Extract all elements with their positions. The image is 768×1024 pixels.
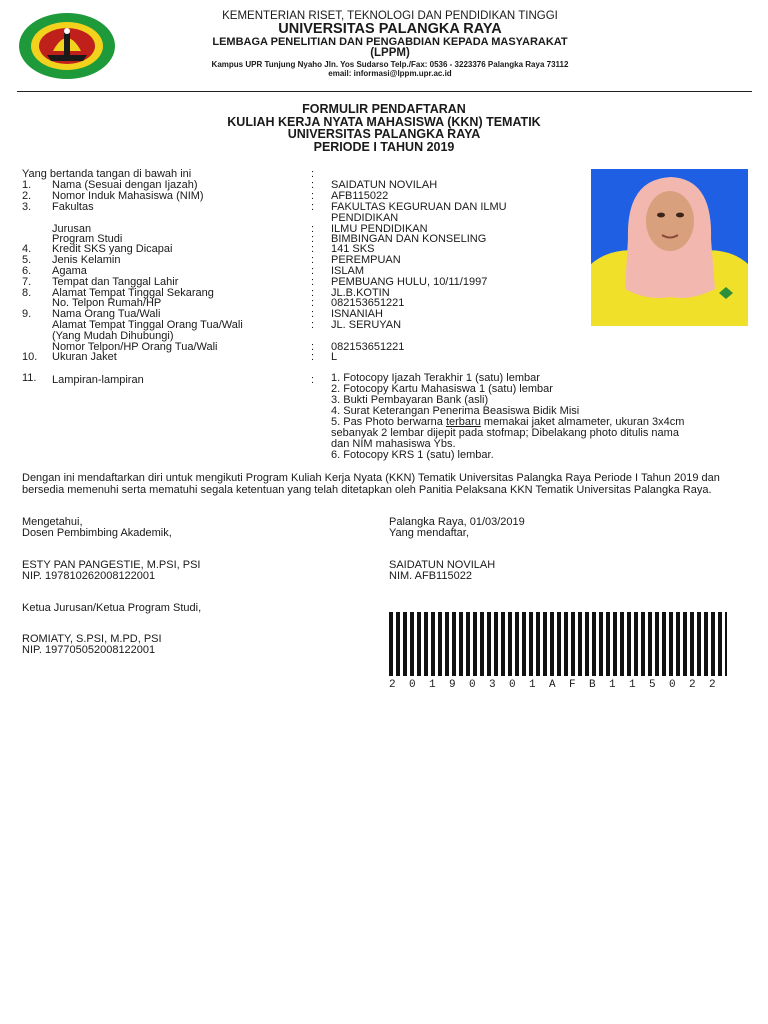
barcode-bar [676,612,680,676]
colon: : [311,308,315,320]
colon: : [311,233,315,245]
barcode-bar [634,612,638,676]
field-label-gender: Jenis Kelamin [52,254,121,266]
colon: : [311,287,315,299]
attachment-photo-emphasis: terbaru [445,416,481,428]
colon: : [311,223,315,235]
barcode-bar [627,612,631,676]
attachment-item: 6. Fotocopy KRS 1 (satu) lembar. [331,449,494,461]
field-label-jacket: Ukuran Jaket [52,351,117,363]
advisor-nip: NIP. 197810262008122001 [22,570,156,582]
field-value-faculty: FAKULTAS KEGURUAN DAN ILMU [331,201,507,213]
field-label-nim: Nomor Induk Mahasiswa (NIM) [52,190,204,202]
row-number: 11. [22,372,37,384]
barcode-bar [508,612,512,676]
field-value-nim: AFB115022 [331,190,389,202]
barcode-bar [725,612,727,676]
attachment-photo-text-cont: memakai jaket almameter, ukuran 3x4cm [480,416,685,428]
barcode-bar [417,612,421,676]
field-value-gender: PEREMPUAN [331,254,401,266]
colon: : [311,341,315,353]
head-name: ROMIATY, S.PSI, M.PD, PSI [22,633,162,645]
barcode-bar [592,612,596,676]
title-line-3: UNIVERSITAS PALANGKA RAYA [287,127,481,142]
row-number: 2. [22,190,32,202]
barcode-text: 2 0 1 9 0 3 0 1 A F B 1 1 5 0 2 2 [389,679,720,691]
field-label-parent-phone: Nomor Telpon/HP Orang Tua/Wali [52,341,218,353]
barcode-bar [536,612,540,676]
barcode-bar [480,612,484,676]
field-value-address: JL.B.KOTIN [331,287,390,299]
head-nip: NIP. 197705052008122001 [22,644,156,656]
row-number: 8. [22,287,32,299]
barcode-bars [389,612,727,676]
barcode-bar [452,612,456,676]
barcode-bar [410,612,414,676]
row-number: 4. [22,243,32,255]
barcode-bar [669,612,673,676]
barcode-bar [585,612,589,676]
colon: : [311,319,315,331]
field-label-phone: No. Telpon Rumah/HP [52,297,162,309]
field-label-name: Nama (Sesuai dengan Ijazah) [52,179,198,191]
row-number: 6. [22,265,32,277]
title-line-2: KULIAH KERJA NYATA MAHASISWA (KKN) TEMATIK [227,114,541,129]
form-title [0,103,768,153]
row-number: 10. [22,351,38,363]
title-line-1: FORMULIR PENDAFTARAN [302,102,466,116]
colon: : [311,243,315,255]
barcode-bar [466,612,470,676]
institute-address: Kampus UPR Tunjung Nyaho Jln. Yos Sudarso Telp./Fax: 0536 - 3223376 Palangka Raya 73112 [211,60,569,69]
advisor-name: ESTY PAN PANGESTIE, M.PSI, PSI [22,559,201,571]
field-label-department: Jurusan [52,223,92,235]
attachment-item: 2. Fotocopy Kartu Mahasiswa 1 (satu) lembar [331,383,553,395]
barcode-bar [648,612,652,676]
field-label-religion: Agama [52,265,87,277]
barcode-bar [543,612,547,676]
barcode-bar [697,612,701,676]
field-label-birth: Tempat dan Tanggal Lahir [52,276,179,288]
barcode-bar [599,612,603,676]
field-value-jacket: L [331,351,338,363]
row-number: 1. [22,179,32,191]
attachment-item: 4. Surat Keterangan Penerima Beasiswa Bidik Misi [331,405,580,417]
barcode-bar [550,612,554,676]
field-label-parent: Nama Orang Tua/Wali [52,308,161,320]
barcode-bar [578,612,582,676]
row-number: 5. [22,254,32,266]
place-date: Palangka Raya, 01/03/2019 [389,516,525,528]
barcode-bar [564,612,568,676]
barcode-bar [571,612,575,676]
attachment-item: 1. Fotocopy Ijazah Terakhir 1 (satu) lembar [331,372,540,384]
barcode-bar [704,612,708,676]
registrant-label: Yang mendaftar, [389,527,469,539]
barcode-bar [620,612,624,676]
field-value-faculty-cont: PENDIDIKAN [331,212,399,224]
field-value-parent: ISNANIAH [331,308,383,320]
row-number: 3. [22,201,32,213]
university-logo [17,11,117,81]
field-value-credits: 141 SKS [331,243,375,255]
barcode-bar [690,612,694,676]
barcode-bar [718,612,722,676]
field-label-faculty: Fakultas [52,201,94,213]
barcode-bar [403,612,407,676]
field-value-birth: PEMBUANG HULU, 10/11/1997 [331,276,488,288]
barcode [389,612,727,690]
colon: : [311,168,315,180]
acknowledged-label: Mengetahui, [22,516,83,528]
ministry-name: KEMENTERIAN RISET, TEKNOLOGI DAN PENDIDIKAN TINGGI [222,10,558,22]
header-divider [17,91,752,92]
barcode-bar [424,612,428,676]
colon: : [311,254,315,266]
field-value-phone: 082153651221 [331,297,405,309]
field-value-department: ILMU PENDIDIKAN [331,223,428,235]
barcode-bar [606,612,610,676]
barcode-bar [557,612,561,676]
field-value-parent-phone: 082153651221 [331,341,405,353]
barcode-bar [683,612,687,676]
row-number: 7. [22,276,32,288]
field-value-parent-address: JL. SERUYAN [331,319,402,331]
field-label-parent-address: Alamat Tempat Tinggal Orang Tua/Wali [52,319,243,331]
colon: : [311,374,315,386]
field-label-attachments: Lampiran-lampiran [52,374,144,386]
barcode-bar [655,612,659,676]
title-line-4: PERIODE I TAHUN 2019 [313,139,455,154]
barcode-bar [515,612,519,676]
head-title: Ketua Jurusan/Ketua Program Studi, [22,602,202,614]
attachment-item-photo-line3: dan NIM mahasiswa Ybs. [331,438,456,450]
student-name: SAIDATUN NOVILAH [389,559,496,571]
student-photo [591,169,748,326]
field-label-address: Alamat Tempat Tinggal Sekarang [52,287,214,299]
university-name: UNIVERSITAS PALANGKA RAYA [278,21,502,37]
barcode-bar [501,612,505,676]
field-label-parent-address-note: (Yang Mudah Dihubungi) [52,330,174,342]
colon: : [311,201,315,213]
barcode-bar [529,612,533,676]
institute-abbrev: (LPPM) [370,47,410,59]
barcode-bar [522,612,526,676]
barcode-bar [662,612,666,676]
barcode-bar [711,612,715,676]
barcode-bar [431,612,435,676]
barcode-bar [641,612,645,676]
field-value-program: BIMBINGAN DAN KONSELING [331,233,487,245]
form-intro: Yang bertanda tangan di bawah ini [22,168,192,180]
colon: : [311,190,315,202]
colon: : [311,179,315,191]
attachment-item-photo-line2: sebanyak 2 lembar dijepit pada stofmap; Dibelakang photo ditulis nama [331,427,679,439]
field-value-name: SAIDATUN NOVILAH [331,179,438,191]
colon: : [311,276,315,288]
field-label-credits: Kredit SKS yang Dicapai [52,243,173,255]
barcode-bar [389,612,393,676]
colon: : [311,265,315,277]
barcode-bar [487,612,491,676]
row-number: 9. [22,308,32,320]
student-nim: NIM. AFB115022 [389,570,472,582]
barcode-bar [396,612,400,676]
barcode-bar [459,612,463,676]
barcode-bar [613,612,617,676]
institute-email: email: informasi@lppm.upr.ac.id [328,69,452,78]
colon: : [311,351,315,363]
colon: : [311,297,315,309]
barcode-bar [473,612,477,676]
field-label-program: Program Studi [52,233,123,245]
barcode-bar [494,612,498,676]
barcode-bar [438,612,442,676]
attachment-item: 3. Bukti Pembayaran Bank (asli) [331,394,489,406]
declaration-text: Dengan ini mendaftarkan diri untuk mengikuti Program Kuliah Kerja Nyata (KKN) Tematik Universitas Palangka Raya Periode I Tahun 2019 dan bersedia memenuhi serta mematuhi segala ketentuan yang telah ditetapkan oleh Panitia Pelaksana KKN Tematik Universitas Palangka Raya. [22,472,720,496]
field-value-religion: ISLAM [331,265,365,277]
attachment-photo-text: 5. Pas Photo berwarna [331,416,446,428]
institute-name: LEMBAGA PENELITIAN DAN PENGABDIAN KEPADA MASYARAKAT [212,36,568,48]
barcode-bar [445,612,449,676]
advisor-title: Dosen Pembimbing Akademik, [22,527,172,539]
